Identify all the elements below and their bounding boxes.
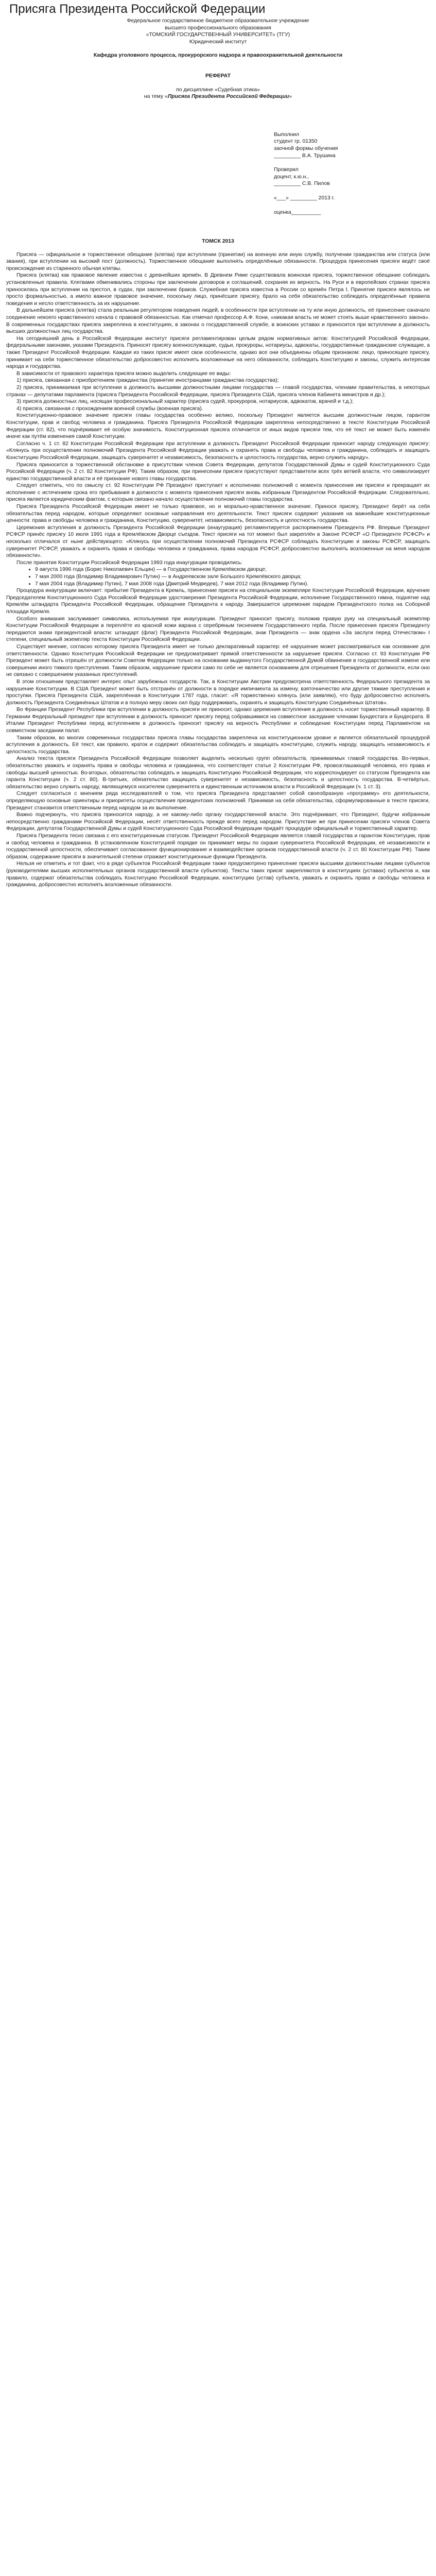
page-title: Присяга Президента Российской Федерации	[9, 2, 266, 16]
list-item: • 7 мая 2000 года (Владимир Владимирович Путин) — в Андреевском зале Большого Кремлёвского дворца;	[35, 573, 430, 581]
department-line: Кафедра уголовного процесса, прокурорского надзора и правоохранительной деятельности	[93, 53, 343, 59]
signature-block	[274, 131, 430, 216]
list-paragraph: 1) присяга, связанная с приобретением гражданства (принятие иностранцами гражданства государства);	[16, 378, 279, 384]
document-body	[6, 251, 430, 889]
list-paragraph: 2) присяга, принимаемая при вступлении в должность высшими должностными лицами государства — главой государства, членами правительства, в некоторых странах — депутатами парламента (присяга Президента Российской Федерации, присяга Президента США, присяга членов Кабинета министров и др.);	[6, 384, 430, 398]
topic-title: Присяга Президента Российской Федерации	[167, 94, 289, 100]
performer-line: заочной формы обучения	[274, 145, 338, 151]
performer-line: _________ В.А. Трушина	[274, 152, 336, 159]
topic-line	[6, 93, 430, 100]
document-page	[0, 0, 436, 889]
body-paragraph: После принятия Конституции Российской Федерации 1993 года инаугурации проводились:	[16, 560, 243, 566]
list-paragraph: 4) присяга, связанная с прохождением военной службы (военная присяга).	[16, 405, 203, 412]
body-paragraph: Присяга Президента тесно связана с его конституционным статусом. Президент Российской Федерации является главой государства и гарантом Конституции, прав и свобод человека и гражданина. В установленном Конституцией порядке он принимает меры по охране суверенитета Российской Федерации, её независимости и государственной целостности, обеспечивает согласованное функционирование и взаимодействие органов государственной власти (ч. 2 ст. 80 Конституции РФ). Таким образом, содержание присяги в значительной степени отражает конституционные функции Президента.	[6, 833, 430, 860]
body-paragraph: Следует согласиться с мнением ряда исследователей о том, что присяга Президента представляет собой своеобразную «программу» его деятельности, определяющую основные ориентиры и приоритеты осуществления президентских полномочий. Принимая на себя обязательства, сформулированные в тексте присяги, Президент становится ответственным перед народом за их выполнение.	[6, 791, 430, 811]
body-paragraph: Важно подчеркнуть, что присяга приносится народу, а не какому-либо органу государственной власти. Это подчёркивает, что Президент, будучи избранным непосредственно гражданами Российской Федерации, несёт ответственность прежде всего перед народом. Присутствие же при принесении присяги членов Совета Федерации, депутатов Государственной Думы и судей Конституционного Суда Российской Федерации придаёт процедуре официальный и торжественный характер.	[6, 812, 430, 832]
performer-label: Выполнил	[274, 131, 300, 138]
inauguration-list	[6, 566, 430, 587]
body-paragraph: Во Франции Президент Республики при вступлении в должность присяги не приносит, однако церемония вступления в должность носит торжественный характер. В Германии Федеральный президент при вступлении в должность приносит присягу перед собравшимися на совместное заседание членами Бундестага и Бундесрата. В Италии Президент Республики перед вступлением в должность приносит присягу на верность Республике и соблюдение Конституции перед Парламентом на совместном заседании палат.	[6, 707, 430, 734]
checker-line: _________ С.В. Пилов	[274, 181, 330, 187]
body-paragraph: В дальнейшем присяга (клятва) стала реальным регулятором поведения людей, в особенности при вступлении на ту или иную должность, её принесение означало соединение некоего нравственного начала с правовой обязанностью. Как отмечал профессор А.Ф. Кони, «никакая власть не может стоять выше нравственного закона». В современных государствах присяга закреплена в конституциях, в законах о государственной службе, в воинских уставах и приносится при вступлении в должность высших должностных лиц государства.	[6, 308, 430, 335]
body-paragraph: В этом отношении представляет интерес опыт зарубежных государств. Так, в Конституции Австрии предусмотрена ответственность Федерального президента за нарушение Конституции. В США Президент может быть отстранён от должности в порядке импичмента за измену, взяточничество или другие тяжкие преступления и проступки. Присяга Президента США, закреплённая в Конституции 1787 года, гласит: «Я торжественно клянусь (или заявляю), что буду добросовестно исполнять должность Президента Соединённых Штатов и в полную меру своих сил буду поддерживать, охранять и защищать Конституцию Соединённых Штатов».	[6, 679, 430, 706]
list-paragraph: 3) присяга должностных лиц, носящая профессиональный характер (присяга судей, прокуроров, нотариусов, адвокатов, врачей и т.д.);	[16, 399, 354, 405]
topic-prefix: на тему «	[144, 94, 168, 100]
education-line: высшего профессионального образования	[165, 25, 271, 31]
topic-suffix: »	[289, 94, 292, 100]
body-paragraph: Нельзя не отметить и тот факт, что в ряде субъектов Российской Федерации также предусмотрено принесение присяги высшими должностными лицами субъектов (руководителями высших исполнительных органов государственной власти субъектов). Тексты таких присяг закрепляются в конституциях (уставах) субъектов и, как правило, содержат обязательства соблюдать Конституцию Российской Федерации, конституцию (устав) субъекта, уважать и охранять права и свободы человека и гражданина, добросовестно исполнять возложенные обязанности.	[6, 861, 430, 888]
ministry-line: Федеральное государственное бюджетное образовательное учреждение	[127, 18, 309, 24]
body-paragraph: Конституционно-правовое значение присяги главы государства особенно велико, поскольку Президент является высшим должностным лицом, гарантом Конституции, прав и свобод человека и гражданина. Присяга Президента Российской Федерации закреплена непосредственно в тексте Конституции Российской Федерации (ст. 82), что подчёркивает её особую значимость. Конституционная присяга отличается от иных видов присяги тем, что её текст не может быть изменён иначе как путём изменения самой Конституции.	[6, 413, 430, 440]
checker-label: Проверил	[274, 167, 299, 173]
date-line: «___» _________ 2013 г.	[274, 195, 335, 201]
body-paragraph: Присяга Президента Российской Федерации имеет не только правовое, но и морально-нравственное значение. Принося присягу, Президент берёт на себя обязательства перед народом, которые определяют основные направления его деятельности. Текст присяги содержит указания на важнейшие конституционные ценности: права и свободы человека и гражданина, Конституцию, суверенитет, независимость, безопасность и целостность государства.	[6, 504, 430, 524]
body-paragraph: На сегодняшний день в Российской Федерации институт присяги регламентирован целым рядом нормативных актов: Конституцией Российской Федерации, федеральными законами, указами Президента. Приносят присягу военнослужащие, судьи, прокуроры, нотариусы, адвокаты, государственные гражданские служащие, а также Президент Российской Федерации. Каждая из таких присяг имеет свои особенности, однако все они объединены общим признаком: лицо, приносящее присягу, принимает на себя торжественное обязательство добросовестно исполнять возложенные на него обязанности, соблюдать Конституцию и законы, служить интересам народа и государства.	[6, 335, 430, 370]
body-paragraph: Согласно ч. 1 ст. 82 Конституции Российской Федерации при вступлении в должность Президент Российской Федерации приносит народу следующую присягу: «Клянусь при осуществлении полномочий Президента Российской Федерации уважать и охранять права и свободы человека и гражданина, соблюдать и защищать Конституцию Российской Федерации, защищать суверенитет и независимость, безопасность и целостность государства, верно служить народу».	[6, 440, 430, 461]
body-paragraph: Следует отметить, что по смыслу ст. 92 Конституции РФ Президент приступает к исполнению полномочий с момента принесения им присяги и прекращает их исполнение с истечением срока его пребывания в должности с момента принесения присяги вновь избранным Президентом Российской Федерации. Следовательно, присяга является юридическим фактом, с которым связано начало осуществления полномочий главы государства.	[6, 483, 430, 503]
body-paragraph: Присяга (клятва) как правовое явление известна с древнейших времён. В Древнем Риме существовала воинская присяга, торжественное обещание соблюдать установленные правила. Клятвами обменивались стороны при заключении договоров и соглашений, сохраняя их верность. На Руси и в европейских странах присяга приносилась при вступлении на престол, в судах, при заключении браков. Служебная присяга известна в России со времён Петра I. Принятие присяги являлось не просто формальностью, а имело важное правовое значение, поскольку лицо, принёсшее присягу, брало на себя обязательство соблюдать определённые правила поведения и несло ответственность за их нарушение.	[6, 273, 430, 307]
university-line: «ТОМСКИЙ ГОСУДАРСТВЕННЫЙ УНИВЕРСИТЕТ» (ТГУ)	[146, 32, 290, 38]
body-paragraph: Присяга приносится в торжественной обстановке в присутствии членов Совета Федерации, депутатов Государственной Думы и судей Конституционного Суда Российской Федерации (ч. 2 ст. 82 Конституции РФ). Таким образом, при принесении присяги присутствуют представители всех трёх ветвей власти, что символизирует единство государственной власти и её признание нового главы государства.	[6, 462, 430, 482]
institute-line: Юридический институт	[189, 39, 247, 45]
grade-line: оценка__________	[274, 209, 321, 215]
list-item: • 7 мая 2004 года (Владимир Путин), 7 мая 2008 года (Дмитрий Медведев), 7 мая 2012 года (Владимир Путин).	[35, 581, 430, 588]
list-item: • 9 августа 1996 года (Борис Николаевич Ельцин) — в Государственном Кремлёвском дворце;	[35, 566, 430, 573]
body-paragraph: В зависимости от правового характера присяги можно выделить следующие ее виды:	[16, 370, 231, 377]
title-page	[6, 18, 430, 100]
document-kind: РЕФЕРАТ	[205, 73, 231, 79]
subject-line: по дисциплине «Судебная этика»	[176, 87, 260, 93]
body-paragraph: Анализ текста присяги Президента Российской Федерации позволяет выделить несколько групп обязательств, принимаемых главой государства. Во-первых, обязательство уважать и охранять права и свободы человека и гражданина, что соответствует статье 2 Конституции РФ, провозглашающей человека, его права и свободы высшей ценностью. Во-вторых, обязательство соблюдать и защищать Конституцию Российской Федерации, что корреспондирует со статусом Президента как гаранта Конституции (ч. 2 ст. 80). В-третьих, обязательство защищать суверенитет и независимость, безопасность и целостность государства. В-четвёртых, обязательство верно служить народу, являющемуся носителем суверенитета и единственным источником власти в Российской Федерации (ч. 1 ст. 3).	[6, 756, 430, 790]
body-paragraph: Процедура инаугурации включает: прибытие Президента в Кремль, принесение присяги на специальном экземпляре Конституции Российской Федерации, вручение Председателем Конституционного Суда Российской Федерации удостоверения Президента Российской Федерации, исполнение Государственного гимна, поднятие над Кремлём штандарта Президента Российской Федерации, обращение Президента к народу. Завершается церемония парадом Президентского полка на Соборной площади Кремля.	[6, 588, 430, 615]
performer-line: студент гр. 01350	[274, 139, 318, 145]
body-paragraph: Таким образом, во многих современных государствах присяга главы государства закреплена на конституционном уровне и является обязательной процедурой вступления в должность. Её текст, как правило, краток и содержит обязательства соблюдать и защищать конституцию, служить народу, защищать независимость и целостность государства.	[6, 735, 430, 755]
checker-line: доцент, к.ю.н.,	[274, 174, 309, 180]
body-paragraph: Церемония вступления в должность Президента Российской Федерации (инаугурация) регламентируется распоряжением Президента РФ. Впервые Президент РСФСР принёс присягу 10 июля 1991 года в Кремлёвском Дворце съездов. Текст присяги на тот момент был закреплён в Законе РСФСР «О Президенте РСФСР» и несколько отличался от ныне действующего: «Клянусь при осуществлении полномочий Президента РСФСР соблюдать Конституцию и законы РСФСР, защищать суверенитет РСФСР, уважать и охранять права и свободы человека и гражданина, права народов РСФСР, добросовестно выполнять возложенные на меня народом обязанности».	[6, 524, 430, 559]
body-paragraph: Существует мнение, согласно которому присяга Президента имеет не только декларативный характер: её нарушение может рассматриваться как основание для ответственности. Однако Конституция Российской Федерации не предусматривает прямой ответственности за нарушение присяги. Согласно ст. 93 Конституции РФ Президент может быть отрешён от должности Советом Федерации только на основании выдвинутого Государственной Думой обвинения в государственной измене или совершении иного тяжкого преступления. Таким образом, нарушение присяги само по себе не является основанием для отрешения Президента от должности, если оно не связано с совершением указанных преступлений.	[6, 643, 430, 678]
city-year: ТОМСК 2013	[202, 239, 234, 245]
body-paragraph: Особого внимания заслуживает символика, используемая при инаугурации. Президент приносит присягу, положив правую руку на специальный экземпляр Конституции Российской Федерации в переплёте из красной кожи варана с серебряным тиснением Государственного герба. После принесения присяги Президенту передаются знаки президентской власти: штандарт (флаг) Президента Российской Федерации, знак Президента — знак ордена «За заслуги перед Отечеством» I степени, специальный экземпляр текста Конституции Российской Федерации.	[6, 616, 430, 643]
body-paragraph: Присяга — официальное и торжественное обещание (клятва) при вступлении (принятии) на военную или иную службу, получении гражданства или статуса (или звания), при вступлении на высокий пост (должность). Торжественное обещание выполнять определённые обязанности. Процедура принесения присяги ведёт своё происхождение из старинного обычая клятвы.	[6, 251, 430, 272]
